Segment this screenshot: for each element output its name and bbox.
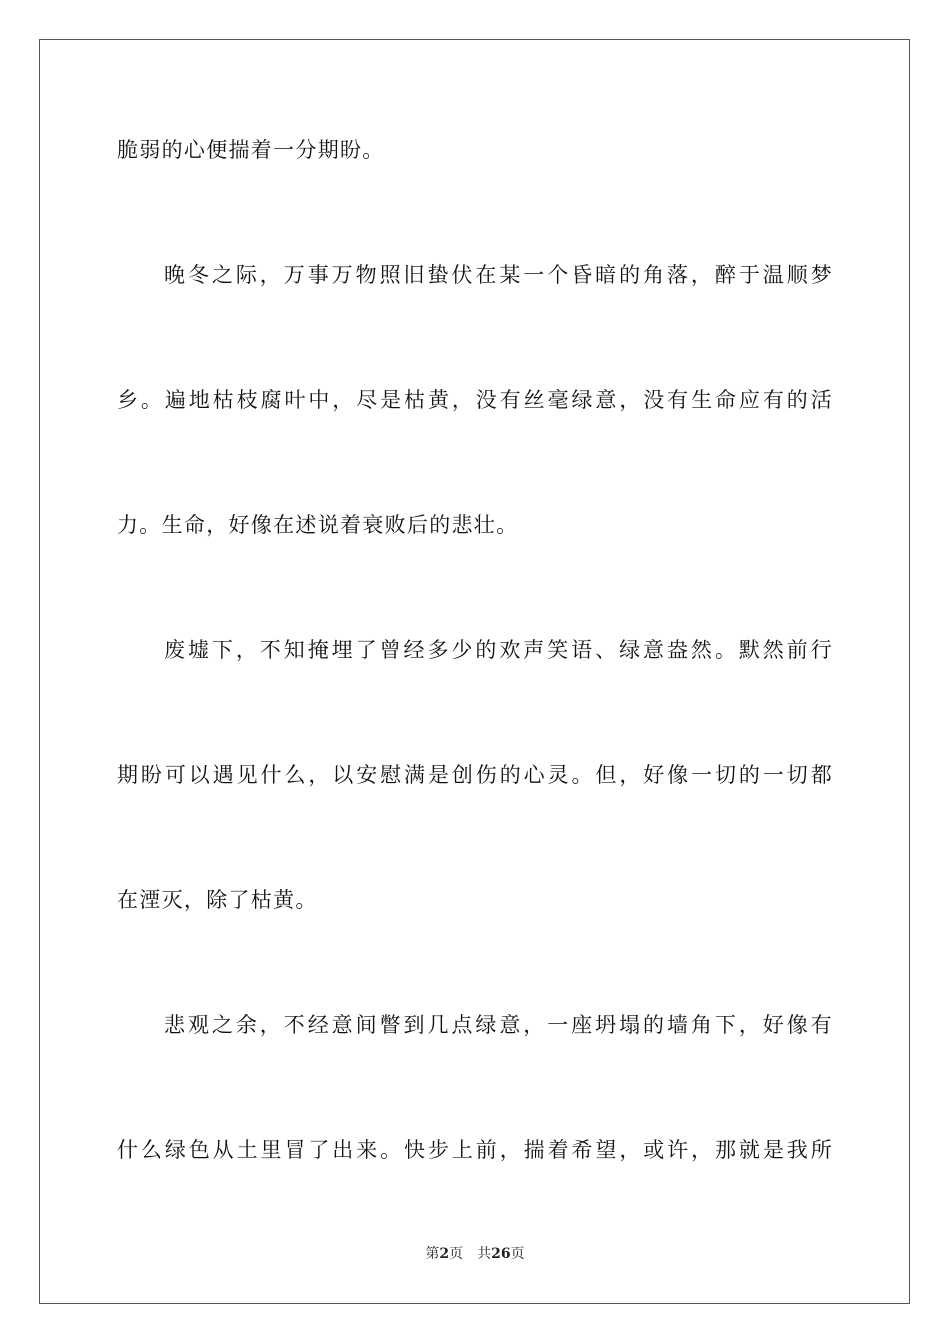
- footer-page-prefix: 第: [425, 1246, 440, 1262]
- page-footer: [0, 1244, 950, 1264]
- footer-page-suffix: 页: [449, 1246, 464, 1262]
- footer-page-number: 2: [439, 1246, 450, 1262]
- footer-total-prefix: 共: [477, 1246, 492, 1262]
- page-frame: [39, 39, 910, 1304]
- footer-total-pages: 26: [491, 1246, 511, 1262]
- text-line-6: 期盼可以遇见什么，以安慰满是创伤的心灵。但，好像一切的一切都: [117, 763, 833, 787]
- text-line-7: 在湮灭，除了枯黄。: [117, 888, 318, 912]
- footer-total-suffix: 页: [510, 1246, 525, 1262]
- text-line-1: 脆弱的心便揣着一分期盼。: [117, 138, 385, 162]
- text-line-4: 力。生命，好像在述说着衰败后的悲壮。: [117, 513, 519, 537]
- text-line-5: 废墟下，不知掩埋了曾经多少的欢声笑语、绿意盎然。默然前行: [164, 638, 833, 662]
- text-line-8: 悲观之余，不经意间瞥到几点绿意，一座坍塌的墙角下，好像有: [164, 1013, 833, 1037]
- text-line-2: 晚冬之际，万事万物照旧蛰伏在某一个昏暗的角落，醉于温顺梦: [164, 263, 833, 287]
- text-line-9: 什么绿色从土里冒了出来。快步上前，揣着希望，或许，那就是我所: [117, 1138, 833, 1162]
- text-line-3: 乡。遍地枯枝腐叶中，尽是枯黄，没有丝毫绿意，没有生命应有的活: [117, 388, 833, 412]
